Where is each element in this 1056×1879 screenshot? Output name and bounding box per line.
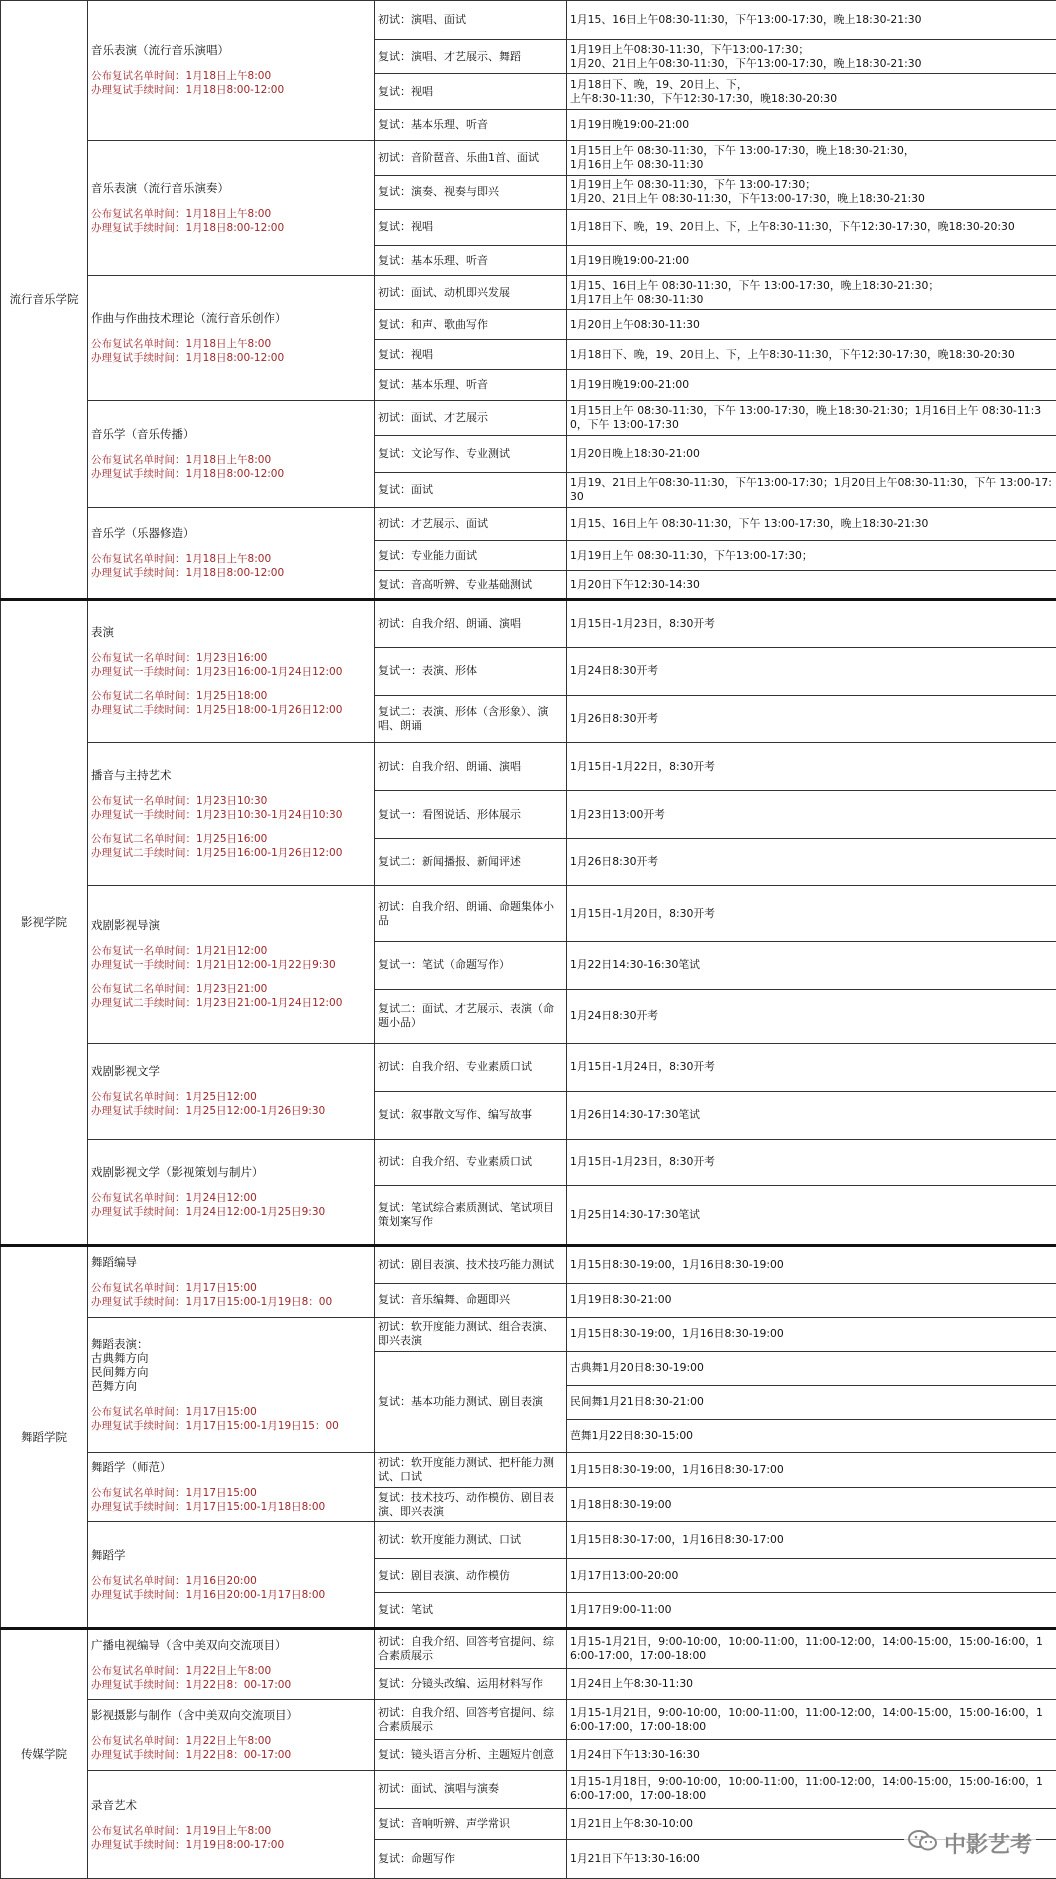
exam-stage: 复试：视唱 bbox=[375, 339, 567, 370]
major-cell bbox=[88, 599, 375, 742]
exam-time: 1月25日14:30-17:30笔试 bbox=[567, 1185, 1056, 1245]
exam-time: 1月23日13:00开考 bbox=[567, 791, 1056, 839]
exam-time: 1月15日8:30-19:00，1月16日8:30-19:00 bbox=[567, 1317, 1056, 1351]
exam-time: 1月24日8:30开考 bbox=[567, 647, 1056, 695]
exam-time: 1月19日8:30-21:00 bbox=[567, 1284, 1056, 1318]
registration-time: 办理复试手续时间：1月17日15:00-1月19日15：00 bbox=[91, 1420, 339, 1433]
exam-stage: 初试：软开度能力测试、组合表演、即兴表演 bbox=[375, 1317, 567, 1351]
publish-list-time: 公布复试名单时间：1月25日12:00 bbox=[91, 1091, 257, 1104]
registration-time: 办理复试手续时间：1月18日8:00-12:00 bbox=[91, 467, 285, 480]
exam-stage: 复试：分镜头改编、运用材料写作 bbox=[375, 1668, 567, 1700]
exam-time: 1月19、21日上午08:30-11:30，下午13:00-17:30；1月20日上午08:30-11:30，下午 13:00-17:30 bbox=[567, 473, 1056, 508]
school-name: 流行音乐学院 bbox=[1, 1, 88, 600]
registration-time: 办理复试一手续时间：1月21日12:00-1月22日9:30 bbox=[91, 959, 336, 972]
exam-stage: 复试二：面试、才艺展示、表演（命题小品） bbox=[375, 990, 567, 1044]
exam-stage: 复试二：表演、形体（含形象）、演唱、朗诵 bbox=[375, 696, 567, 743]
school-name: 传媒学院 bbox=[1, 1629, 88, 1879]
publish-list-time: 公布复试二名单时间：1月25日16:00 bbox=[91, 833, 268, 846]
exam-time: 1月24日下午13:30-16:30 bbox=[567, 1739, 1056, 1771]
major-name: 广播电视编导（含中美双向交流项目） bbox=[91, 1637, 287, 1652]
registration-time: 办理复试手续时间：1月18日8:00-12:00 bbox=[91, 352, 285, 365]
publish-list-time: 公布复试名单时间：1月18日上午8:00 bbox=[91, 70, 272, 83]
exam-stage: 复试一：笔试（命题写作） bbox=[375, 941, 567, 989]
exam-stage: 复试：视唱 bbox=[375, 209, 567, 245]
exam-time: 1月26日8:30开考 bbox=[567, 839, 1056, 886]
registration-time: 办理复试手续时间：1月16日20:00-1月17日8:00 bbox=[91, 1588, 326, 1601]
exam-stage: 复试：和声、歌曲写作 bbox=[375, 310, 567, 340]
exam-time: 民间舞1月21日8:30-21:00 bbox=[567, 1385, 1056, 1419]
exam-time: 1月15日上午 08:30-11:30，下午 13:00-17:30，晚上18:30-21:30， 1月16日上午 08:30-11:30 bbox=[567, 140, 1056, 175]
registration-time: 办理复试手续时间：1月17日15:00-1月18日8:00 bbox=[91, 1501, 326, 1514]
exam-time: 1月15日上午 08:30-11:30，下午 13:00-17:30，晚上18:30-21:30；1月16日上午 08:30-11:30，下午 13:00-17:30 bbox=[567, 400, 1056, 435]
schedule-row bbox=[1, 1522, 1056, 1559]
exam-time: 1月20日晚上18:30-21:00 bbox=[567, 435, 1056, 472]
exam-time: 芭舞1月22日8:30-15:00 bbox=[567, 1419, 1056, 1453]
exam-time: 1月21日上午8:30-10:00 bbox=[567, 1808, 1056, 1840]
exam-stage: 复试：基本功能力测试、剧目表演 bbox=[375, 1351, 567, 1453]
major-name: 音乐学（乐器修造） bbox=[91, 525, 195, 540]
publish-list-time: 公布复试名单时间：1月18日上午8:00 bbox=[91, 208, 272, 221]
registration-time: 办理复试二手续时间：1月25日18:00-1月26日12:00 bbox=[91, 704, 343, 717]
school-name: 舞蹈学院 bbox=[1, 1245, 88, 1629]
exam-stage: 初试：音阶琶音、乐曲1首、面试 bbox=[375, 140, 567, 175]
exam-stage: 复试：技术技巧、动作模仿、剧目表演、即兴表演 bbox=[375, 1488, 567, 1522]
major-name: 舞蹈表演： bbox=[91, 1337, 149, 1352]
exam-time: 1月15日-1月23日，8:30开考 bbox=[567, 1139, 1056, 1185]
major-direction: 芭舞方向 bbox=[91, 1379, 137, 1394]
wechat-icon bbox=[908, 1829, 938, 1859]
exam-time: 1月19日上午08:30-11:30，下午13:00-17:30； 1月20、21日上午08:30-11:30，下午13:00-17:30，晚上18:30-21:30 bbox=[567, 40, 1056, 74]
exam-stage: 复试：命题写作 bbox=[375, 1840, 567, 1879]
exam-time: 1月15-1月18日，9:00-10:00，10:00-11:00，11:00-12:00，14:00-15:00，15:00-16:00，16:00-17:00，17:00-18:00 bbox=[567, 1771, 1056, 1808]
exam-time: 1月18日8:30-19:00 bbox=[567, 1488, 1056, 1522]
publish-list-time: 公布复试名单时间：1月22日上午8:00 bbox=[91, 1735, 272, 1748]
exam-time: 1月24日上午8:30-11:30 bbox=[567, 1668, 1056, 1700]
exam-stage: 复试：专业能力面试 bbox=[375, 540, 567, 571]
publish-list-time: 公布复试名单时间：1月16日20:00 bbox=[91, 1574, 257, 1587]
exam-time: 1月18日下、晚，19、20日上、下，上午8:30-11:30，下午12:30-17:30，晚18:30-20:30 bbox=[567, 339, 1056, 370]
schedule-row bbox=[1, 1139, 1056, 1185]
exam-stage: 复试：面试 bbox=[375, 473, 567, 508]
exam-stage: 复试：镜头语言分析、主题短片创意 bbox=[375, 1739, 567, 1771]
publish-list-time: 公布复试一名单时间：1月23日16:00 bbox=[91, 652, 268, 665]
exam-time: 1月19日晚19:00-21:00 bbox=[567, 370, 1056, 401]
publish-list-time: 公布复试名单时间：1月22日上午8:00 bbox=[91, 1664, 272, 1677]
major-cell bbox=[88, 886, 375, 1043]
exam-stage: 初试：面试、演唱与演奏 bbox=[375, 1771, 567, 1808]
major-name: 舞蹈编导 bbox=[91, 1254, 137, 1269]
exam-stage: 初试：自我介绍、回答考官提问、综合素质展示 bbox=[375, 1629, 567, 1668]
exam-time: 1月15日-1月22日，8:30开考 bbox=[567, 743, 1056, 791]
exam-time: 1月18日下、晚，19、20日上、下， 上午8:30-11:30，下午12:30-17:30，晚18:30-20:30 bbox=[567, 74, 1056, 110]
major-cell bbox=[88, 1629, 375, 1700]
exam-stage: 初试：自我介绍、专业素质口试 bbox=[375, 1043, 567, 1091]
schedule-row bbox=[1, 743, 1056, 791]
publish-list-time: 公布复试名单时间：1月24日12:00 bbox=[91, 1191, 257, 1204]
exam-time: 1月20日上午08:30-11:30 bbox=[567, 310, 1056, 340]
exam-stage: 复试：音高听辨、专业基础测试 bbox=[375, 571, 567, 599]
exam-stage: 初试：面试、才艺展示 bbox=[375, 400, 567, 435]
exam-time: 1月20日下午12:30-14:30 bbox=[567, 571, 1056, 599]
registration-time: 办理复试手续时间：1月18日8:00-12:00 bbox=[91, 566, 285, 579]
major-name: 音乐表演（流行音乐演唱） bbox=[91, 43, 229, 58]
exam-stage: 复试一：看图说话、形体展示 bbox=[375, 791, 567, 839]
exam-stage: 复试：基本乐理、听音 bbox=[375, 245, 567, 276]
schedule-row bbox=[1, 400, 1056, 435]
exam-stage: 复试：演奏、视奏与即兴 bbox=[375, 175, 567, 209]
schedule-row bbox=[1, 1317, 1056, 1351]
exam-stage: 复试二：新闻播报、新闻评述 bbox=[375, 839, 567, 886]
major-direction: 民间舞方向 bbox=[91, 1365, 149, 1380]
schedule-row bbox=[1, 1453, 1056, 1488]
exam-stage: 复试：剧目表演、动作模仿 bbox=[375, 1559, 567, 1593]
schedule-row bbox=[1, 276, 1056, 310]
major-cell bbox=[88, 400, 375, 507]
major-cell bbox=[88, 1, 375, 141]
exam-time: 1月21日下午13:30-16:00 bbox=[567, 1840, 1056, 1879]
registration-time: 办理复试手续时间：1月18日8:00-12:00 bbox=[91, 222, 285, 235]
schedule-row bbox=[1, 1629, 1056, 1668]
registration-time: 办理复试手续时间：1月18日8:00-12:00 bbox=[91, 84, 285, 97]
exam-time: 1月26日14:30-17:30笔试 bbox=[567, 1091, 1056, 1139]
exam-stage: 复试一：表演、形体 bbox=[375, 647, 567, 695]
major-cell bbox=[88, 1043, 375, 1139]
registration-time: 办理复试手续时间：1月19日8:00-17:00 bbox=[91, 1838, 285, 1851]
school-name: 影视学院 bbox=[1, 599, 88, 1245]
exam-stage: 复试：音乐编舞、命题即兴 bbox=[375, 1284, 567, 1318]
major-name: 录音艺术 bbox=[91, 1797, 137, 1812]
watermark bbox=[904, 1826, 1036, 1861]
registration-time: 办理复试手续时间：1月22日8：00-17:00 bbox=[91, 1749, 292, 1762]
major-name: 播音与主持艺术 bbox=[91, 768, 172, 783]
major-name: 音乐学（音乐传播） bbox=[91, 426, 195, 441]
major-cell bbox=[88, 1700, 375, 1771]
exam-time: 1月19日上午 08:30-11:30，下午 13:00-17:30； 1月20、21日上午 08:30-11:30，下午13:00-17:30，晚上18:30-21:30 bbox=[567, 175, 1056, 209]
exam-time: 古典舞1月20日8:30-19:00 bbox=[567, 1351, 1056, 1385]
exam-time: 1月19日晚19:00-21:00 bbox=[567, 110, 1056, 141]
exam-time: 1月15、16日上午08:30-11:30，下午13:00-17:30，晚上18:30-21:30 bbox=[567, 1, 1056, 40]
schedule-row bbox=[1, 1043, 1056, 1091]
major-cell bbox=[88, 1771, 375, 1879]
exam-stage: 复试：基本乐理、听音 bbox=[375, 370, 567, 401]
watermark-text: 中影艺考 bbox=[943, 1833, 1032, 1858]
schedule-row bbox=[1, 1771, 1056, 1808]
major-name: 戏剧影视导演 bbox=[91, 918, 160, 933]
major-name: 舞蹈学（师范） bbox=[91, 1460, 172, 1475]
exam-time: 1月15、16日上午 08:30-11:30，下午 13:00-17:30，晚上18:30-21:30； 1月17日上午 08:30-11:30 bbox=[567, 276, 1056, 310]
exam-stage: 复试：基本乐理、听音 bbox=[375, 110, 567, 141]
registration-time: 办理复试一手续时间：1月23日16:00-1月24日12:00 bbox=[91, 666, 343, 679]
schedule-row bbox=[1, 140, 1056, 175]
major-cell bbox=[88, 508, 375, 600]
schedule-row bbox=[1, 1245, 1056, 1283]
registration-time: 办理复试二手续时间：1月23日21:00-1月24日12:00 bbox=[91, 997, 343, 1010]
exam-stage: 复试：演唱、才艺展示、舞蹈 bbox=[375, 40, 567, 74]
exam-stage: 初试：演唱、面试 bbox=[375, 1, 567, 40]
exam-stage: 复试：音响听辨、声学常识 bbox=[375, 1808, 567, 1840]
major-cell bbox=[88, 276, 375, 401]
exam-time: 1月26日8:30开考 bbox=[567, 696, 1056, 743]
exam-time: 1月22日14:30-16:30笔试 bbox=[567, 941, 1056, 989]
exam-time: 1月15-1月21日，9:00-10:00，10:00-11:00，11:00-12:00，14:00-15:00，15:00-16:00，16:00-17:00，17:00-18:00 bbox=[567, 1700, 1056, 1739]
registration-time: 办理复试手续时间：1月25日12:00-1月26日9:30 bbox=[91, 1105, 326, 1118]
publish-list-time: 公布复试名单时间：1月18日上午8:00 bbox=[91, 453, 272, 466]
exam-time: 1月15-1月21日，9:00-10:00，10:00-11:00，11:00-12:00，14:00-15:00，15:00-16:00，16:00-17:00，17:00-18:00 bbox=[567, 1629, 1056, 1668]
publish-list-time: 公布复试二名单时间：1月25日18:00 bbox=[91, 690, 268, 703]
schedule-row bbox=[1, 1, 1056, 40]
exam-time: 1月15、16日上午 08:30-11:30，下午 13:00-17:30，晚上18:30-21:30 bbox=[567, 508, 1056, 541]
major-name: 作曲与作曲技术理论（流行音乐创作） bbox=[91, 311, 287, 326]
exam-stage: 复试：笔试 bbox=[375, 1593, 567, 1629]
major-name: 舞蹈学 bbox=[91, 1547, 126, 1562]
publish-list-time: 公布复试一名单时间：1月21日12:00 bbox=[91, 945, 268, 958]
exam-stage: 初试：才艺展示、面试 bbox=[375, 508, 567, 541]
exam-time: 1月17日9:00-11:00 bbox=[567, 1593, 1056, 1629]
exam-time: 1月17日13:00-20:00 bbox=[567, 1559, 1056, 1593]
major-name: 戏剧影视文学（影视策划与制片） bbox=[91, 1164, 264, 1179]
major-name: 影视摄影与制作（含中美双向交流项目） bbox=[91, 1708, 298, 1723]
exam-time: 1月15日-1月23日，8:30开考 bbox=[567, 599, 1056, 647]
registration-time: 办理复试手续时间：1月17日15:00-1月19日8：00 bbox=[91, 1295, 333, 1308]
major-cell bbox=[88, 1245, 375, 1317]
exam-stage: 初试：自我介绍、专业素质口试 bbox=[375, 1139, 567, 1185]
exam-time: 1月15日8:30-17:00，1月16日8:30-17:00 bbox=[567, 1522, 1056, 1559]
registration-time: 办理复试手续时间：1月24日12:00-1月25日9:30 bbox=[91, 1205, 326, 1218]
exam-stage: 初试：面试、动机即兴发展 bbox=[375, 276, 567, 310]
major-cell bbox=[88, 1453, 375, 1522]
major-name: 戏剧影视文学 bbox=[91, 1064, 160, 1079]
major-cell bbox=[88, 140, 375, 276]
schedule-row bbox=[1, 886, 1056, 942]
publish-list-time: 公布复试名单时间：1月17日15:00 bbox=[91, 1487, 257, 1500]
exam-stage: 初试：自我介绍、回答考官提问、综合素质展示 bbox=[375, 1700, 567, 1739]
publish-list-time: 公布复试名单时间：1月17日15:00 bbox=[91, 1406, 257, 1419]
exam-time: 1月24日8:30开考 bbox=[567, 990, 1056, 1044]
exam-time: 1月18日下、晚，19、20日上、下，上午8:30-11:30，下午12:30-17:30，晚18:30-20:30 bbox=[567, 209, 1056, 245]
exam-stage: 初试：软开度能力测试、口试 bbox=[375, 1522, 567, 1559]
exam-stage: 复试：文论写作、专业测试 bbox=[375, 435, 567, 472]
major-cell bbox=[88, 743, 375, 886]
schedule-row bbox=[1, 508, 1056, 541]
exam-time: 1月15日-1月24日，8:30开考 bbox=[567, 1043, 1056, 1091]
publish-list-time: 公布复试名单时间：1月18日上午8:00 bbox=[91, 338, 272, 351]
publish-list-time: 公布复试名单时间：1月19日上午8:00 bbox=[91, 1824, 272, 1837]
exam-time: 1月15日8:30-19:00，1月16日8:30-19:00 bbox=[567, 1245, 1056, 1283]
major-name: 表演 bbox=[91, 625, 114, 640]
registration-time: 办理复试一手续时间：1月23日10:30-1月24日10:30 bbox=[91, 809, 343, 822]
exam-time: 1月15日8:30-19:00，1月16日8:30-17:00 bbox=[567, 1453, 1056, 1488]
publish-list-time: 公布复试名单时间：1月18日上午8:00 bbox=[91, 552, 272, 565]
registration-time: 办理复试手续时间：1月22日8：00-17:00 bbox=[91, 1678, 292, 1691]
major-cell bbox=[88, 1522, 375, 1629]
major-cell bbox=[88, 1139, 375, 1245]
registration-time: 办理复试二手续时间：1月25日16:00-1月26日12:00 bbox=[91, 847, 343, 860]
schedule-row bbox=[1, 599, 1056, 647]
major-name: 音乐表演（流行音乐演奏） bbox=[91, 181, 229, 196]
publish-list-time: 公布复试二名单时间：1月23日21:00 bbox=[91, 983, 268, 996]
exam-time: 1月19日晚19:00-21:00 bbox=[567, 245, 1056, 276]
exam-time: 1月15日-1月20日，8:30开考 bbox=[567, 886, 1056, 942]
publish-list-time: 公布复试名单时间：1月17日15:00 bbox=[91, 1281, 257, 1294]
exam-stage: 初试：软开度能力测试、把杆能力测试、口试 bbox=[375, 1453, 567, 1488]
exam-stage: 初试：剧目表演、技术技巧能力测试 bbox=[375, 1245, 567, 1283]
exam-stage: 初试：自我介绍、朗诵、演唱 bbox=[375, 743, 567, 791]
schedule-row bbox=[1, 1700, 1056, 1739]
exam-stage: 初试：自我介绍、朗诵、命题集体小品 bbox=[375, 886, 567, 942]
exam-stage: 复试：笔试综合素质测试、笔试项目策划案写作 bbox=[375, 1185, 567, 1245]
exam-stage: 复试：视唱 bbox=[375, 74, 567, 110]
exam-stage: 复试：叙事散文写作、编写故事 bbox=[375, 1091, 567, 1139]
publish-list-time: 公布复试一名单时间：1月23日10:30 bbox=[91, 795, 268, 808]
major-direction: 古典舞方向 bbox=[91, 1351, 149, 1366]
major-cell bbox=[88, 1317, 375, 1453]
exam-stage: 初试：自我介绍、朗诵、演唱 bbox=[375, 599, 567, 647]
exam-time: 1月19日上午 08:30-11:30，下午13:00-17:30； bbox=[567, 540, 1056, 571]
